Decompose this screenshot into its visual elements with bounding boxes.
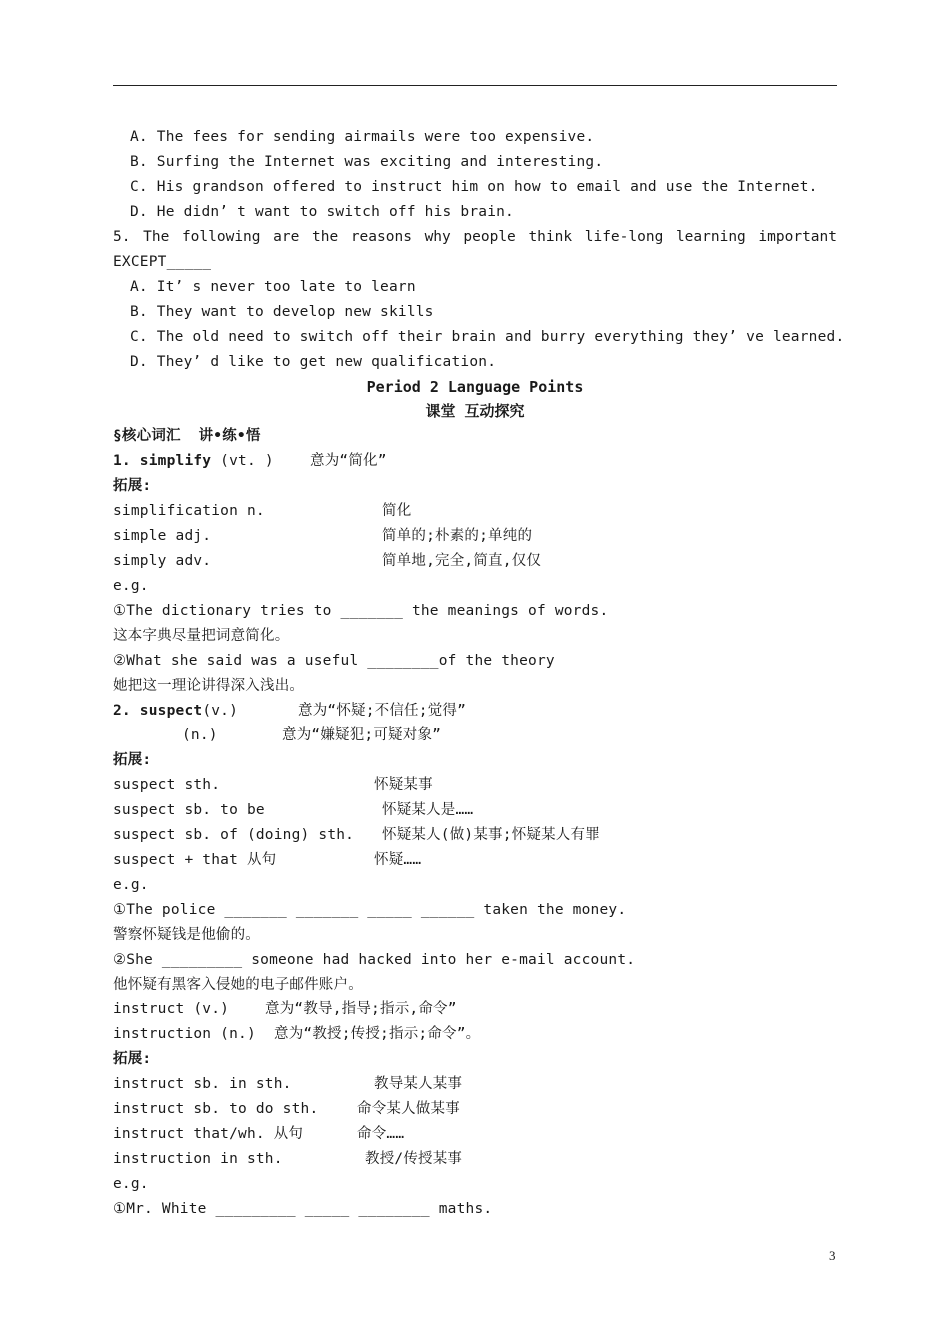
- word3-line1-meaning: 意为“教导,指导;指示,命令”: [265, 1001, 457, 1017]
- word3-extension-label: 拓展:: [113, 1051, 152, 1067]
- classroom-heading: 课堂 互动探究: [425, 402, 525, 420]
- q5-option-a: A. It’ s never too late to learn: [130, 279, 416, 295]
- word2-example1: ①The police _______ _______ _____ ______ taken the money.: [113, 902, 627, 918]
- word1-meaning: 意为“简化”: [310, 453, 387, 469]
- word1-row2-meaning: 简单的;朴素的;单纯的: [382, 528, 533, 544]
- word2-row2-meaning: 怀疑某人是……: [382, 802, 474, 818]
- word3-row2-term: instruct sb. to do sth.: [113, 1101, 319, 1117]
- q5-option-c: C. The old need to switch off their brain and burry everything they’ ve learned.: [130, 329, 845, 345]
- q5-option-d: D. They’ d like to get new qualification.: [130, 354, 497, 370]
- page-number: 3: [829, 1248, 836, 1263]
- word3-row1-term: instruct sb. in sth.: [113, 1076, 292, 1092]
- word1-row2-term: simple adj.: [113, 528, 212, 544]
- word1-row1-meaning: 简化: [382, 503, 412, 519]
- word1-heading: [113, 452, 274, 470]
- word1-row3-term: simply adv.: [113, 553, 212, 569]
- word3-row4-meaning: 教授/传授某事: [365, 1151, 463, 1167]
- q5-option-b: B. They want to develop new skills: [130, 304, 434, 320]
- section-heading: §核心词汇 讲•练•悟: [113, 428, 261, 444]
- word2-row4-meaning: 怀疑……: [374, 852, 422, 868]
- word2-row1-term: suspect sth.: [113, 777, 221, 793]
- word2-meaning: 意为“怀疑;不信任;觉得”: [298, 703, 467, 719]
- q4-option-b: B. Surfing the Internet was exciting and interesting.: [130, 154, 604, 170]
- word2-term: 2. suspect: [113, 703, 203, 719]
- word2-extension-label: 拓展:: [113, 752, 152, 768]
- word3-row1-meaning: 教导某人某事: [374, 1076, 463, 1092]
- period-heading: Period 2 Language Points: [366, 378, 584, 396]
- word2-eg-label: e.g.: [113, 877, 149, 893]
- word2-example2-translation: 他怀疑有黑客入侵她的电子邮件账户。: [113, 977, 363, 993]
- word3-line2-meaning: 意为“教授;传授;指示;命令”。: [274, 1026, 481, 1042]
- word1-pos: (vt. ): [211, 453, 274, 469]
- word2-row4-term: suspect + that 从句: [113, 852, 277, 868]
- word1-example1-translation: 这本字典尽量把词意简化。: [113, 628, 290, 644]
- word2-example2: ②She _________ someone had hacked into her e-mail account.: [113, 952, 636, 968]
- word1-row1-term: simplification n.: [113, 503, 265, 519]
- word3-row4-term: instruction in sth.: [113, 1151, 283, 1167]
- word1-example1: ①The dictionary tries to _______ the meanings of words.: [113, 603, 609, 619]
- word2-pos: (v.): [202, 703, 239, 719]
- word3-row2-meaning: 命令某人做某事: [357, 1101, 460, 1117]
- word3-row3-meaning: 命令……: [357, 1126, 405, 1142]
- word3-line2-term: instruction (n.): [113, 1026, 256, 1042]
- word1-example2-translation: 她把这一理论讲得深入浅出。: [113, 678, 305, 694]
- word3-example1: ①Mr. White _________ _____ ________ maths.: [113, 1201, 493, 1217]
- word3-eg-label: e.g.: [113, 1176, 149, 1192]
- word2-pos-noun: (n.): [182, 727, 218, 743]
- word1-term: 1. simplify: [113, 453, 212, 469]
- word2-row3-term: suspect sb. of (doing) sth.: [113, 827, 355, 843]
- word2-row3-meaning: 怀疑某人(做)某事;怀疑某人有罪: [382, 827, 600, 843]
- word1-row3-meaning: 简单地,完全,简直,仅仅: [382, 553, 542, 569]
- word2-heading: [113, 702, 238, 720]
- word2-row1-meaning: 怀疑某事: [374, 777, 433, 793]
- word1-eg-label: e.g.: [113, 578, 149, 594]
- q4-option-d: D. He didn’ t want to switch off his brain.: [130, 204, 514, 220]
- word3-line1-term: instruct (v.): [113, 1001, 230, 1017]
- word1-extension-label: 拓展:: [113, 478, 152, 494]
- header-rule: [113, 85, 837, 86]
- q4-option-c: C. His grandson offered to instruct him on how to email and use the Internet.: [130, 179, 818, 195]
- q5-stem: 5. The following are the reasons why people think life-long learning important: [113, 229, 837, 245]
- word1-example2: ②What she said was a useful ________of the theory: [113, 653, 555, 669]
- word2-meaning-noun: 意为“嫌疑犯;可疑对象”: [282, 727, 442, 743]
- word3-row3-term: instruct that/wh. 从句: [113, 1126, 304, 1142]
- word2-row2-term: suspect sb. to be: [113, 802, 265, 818]
- q4-option-a: A. The fees for sending airmails were too expensive.: [130, 129, 595, 145]
- q5-stem-cont: EXCEPT_____: [113, 254, 212, 270]
- word2-example1-translation: 警察怀疑钱是他偷的。: [113, 927, 260, 943]
